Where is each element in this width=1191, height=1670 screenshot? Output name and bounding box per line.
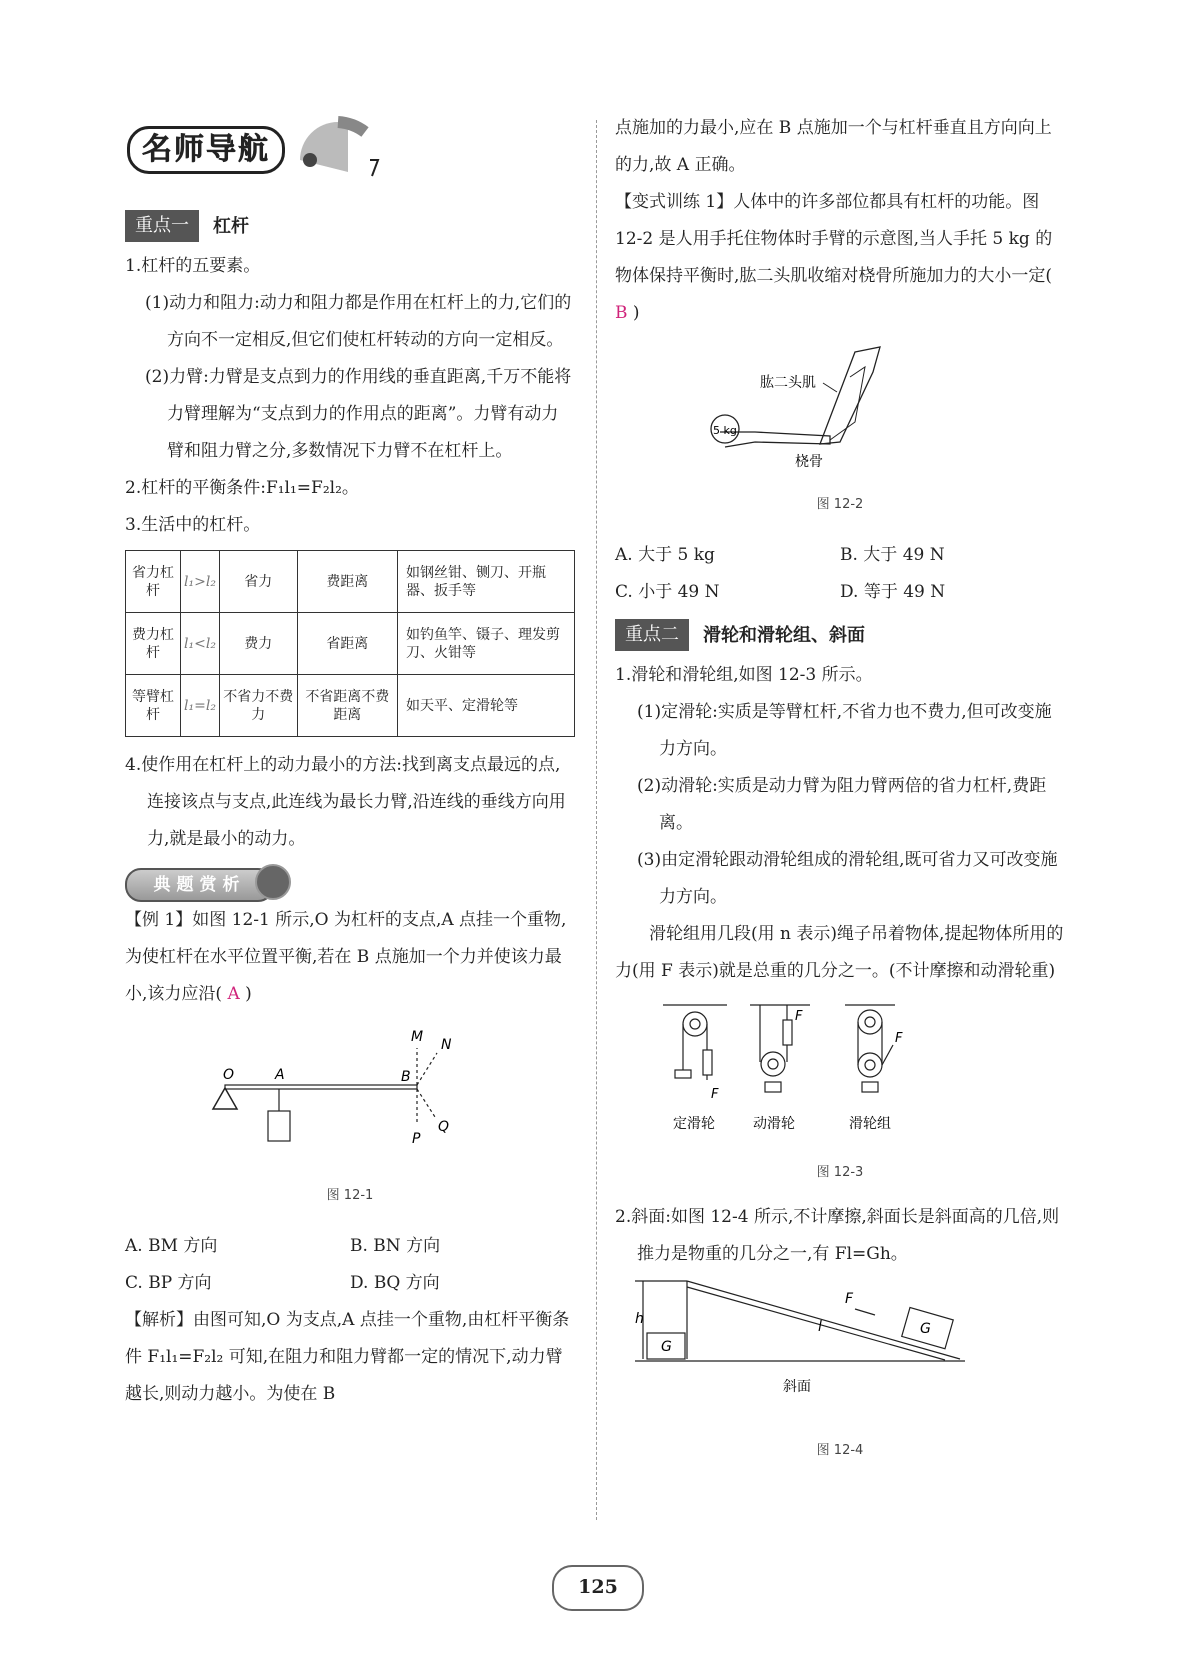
table-cell: 不省距离不费距离 <box>297 675 397 737</box>
paragraph: 4.使作用在杠杆上的动力最小的方法:找到离支点最远的点,连接该点与支点,此连线为最长力臂,沿连线的垂线方向用力,就是最小的动力。 <box>125 755 566 849</box>
key-point-title: 杠杆 <box>213 215 249 237</box>
question-text: 【例 1】如图 12-1 所示,O 为杠杆的支点,A 点挂一个重物,为使杠杆在水平位置平衡,若在 B 点施加一个力并使该力最小,该力应沿( <box>125 910 567 1004</box>
label-Q: Q <box>438 1119 450 1135</box>
question-text: 【变式训练 1】人体中的许多部位都具有杠杆的功能。图 12-2 是人用手托住物体时手臂的示意图,当人手托 5 kg 的物体保持平衡时,肱二头肌收缩对桡骨所施加力的大小一定( <box>615 192 1053 286</box>
paren: ) <box>245 984 252 1004</box>
table-cell: 省力 <box>219 551 297 613</box>
table-cell: 费力 <box>219 613 297 675</box>
paragraph: 滑轮组用几段(用 n 表示)绳子吊着物体,提起物体所用的力(用 F 表示)就是总重的几分之一。(不计摩擦和动滑轮重) <box>615 924 1064 981</box>
table-cell: 费力杠杆 <box>126 613 181 675</box>
label-movable-pulley: 动滑轮 <box>753 1116 795 1132</box>
paragraph: (2)力臂:力臂是支点到力的作用线的垂直距离,千万不能将力臂理解为“支点到力的作用点的距离”。力臂有动力臂和阻力臂之分,多数情况下力臂不在杠杆上。 <box>145 367 572 461</box>
paragraph: 1.滑轮和滑轮组,如图 12-3 所示。 <box>615 665 873 685</box>
example-banner-title: 典题赏析 <box>125 868 274 902</box>
table-cell: 如钓鱼竿、镊子、理发剪刀、火钳等 <box>398 613 575 675</box>
section-banner <box>125 110 575 180</box>
figure-12-2-arm <box>615 332 1065 472</box>
label-G: G <box>920 1321 931 1337</box>
figure-12-3-pulleys <box>615 990 1065 1140</box>
figure-12-1-lever <box>125 1013 575 1163</box>
label-G: G <box>661 1339 672 1355</box>
option: A. 大于 5 kg <box>615 545 715 565</box>
lever-table <box>125 550 575 737</box>
label-l: l <box>818 1319 822 1335</box>
paragraph: 2.斜面:如图 12-4 所示,不计摩擦,斜面长是斜面高的几倍,则推力是物重的几分之一,有 Fl=Gh。 <box>615 1207 1060 1264</box>
label-muscle: 肱二头肌 <box>760 375 816 391</box>
key-point-tag: 重点一 <box>125 210 199 242</box>
paragraph: 1.杠杆的五要素。 <box>125 256 261 276</box>
paragraph: (3)由定滑轮跟动滑轮组成的滑轮组,既可省力又可改变施力方向。 <box>637 850 1058 907</box>
label-F: F <box>711 1087 719 1102</box>
label-B: B <box>401 1069 411 1085</box>
options-row <box>125 1228 575 1265</box>
options-row <box>125 1265 575 1302</box>
table-row <box>126 551 575 613</box>
option: B. 大于 49 N <box>840 545 945 565</box>
paragraph: (2)动滑轮:实质是动力臂为阻力臂两倍的省力杠杆,费距离。 <box>637 776 1047 833</box>
variant-question <box>615 184 1065 332</box>
label-F: F <box>895 1031 903 1046</box>
banner-gauge-icon <box>270 110 530 180</box>
label-h: h <box>635 1311 644 1327</box>
magnifier-icon <box>255 864 291 900</box>
paragraph: 点施加的力最小,应在 B 点施加一个与杠杆垂直且方向向上的力,故 A 正确。 <box>615 118 1052 175</box>
banner-title: 名师导航 <box>127 126 285 174</box>
table-cell: l₁>l₂ <box>181 551 220 613</box>
table-cell: 省力杠杆 <box>126 551 181 613</box>
options-row <box>615 574 1065 611</box>
label-pulley-block: 滑轮组 <box>849 1116 891 1132</box>
paren: ) <box>632 303 640 323</box>
table-cell: 费距离 <box>297 551 397 613</box>
example-banner <box>125 862 575 902</box>
column-divider <box>596 120 597 1520</box>
figure-caption: 图 12-3 <box>816 1165 864 1180</box>
table-row <box>126 675 575 737</box>
label-F: F <box>795 1009 803 1024</box>
right-column <box>615 110 1065 1469</box>
label-N: N <box>441 1037 452 1053</box>
figure-caption: 图 12-1 <box>326 1188 374 1203</box>
label-O: O <box>223 1067 235 1083</box>
table-cell: 等臂杠杆 <box>126 675 181 737</box>
table-cell: 如天平、定滑轮等 <box>398 675 575 737</box>
analysis: 【解析】由图可知,O 为支点,A 点挂一个重物,由杠杆平衡条件 F₁l₁=F₂l₂ 可知,在阻力和阻力臂都一定的情况下,动力臂越长,则动力越小。为使在 B <box>125 1310 570 1404</box>
label-incline: 斜面 <box>783 1379 811 1395</box>
left-column <box>125 110 575 1413</box>
options-row <box>615 537 1065 574</box>
table-cell: 如钢丝钳、铡刀、开瓶器、扳手等 <box>398 551 575 613</box>
table-cell: l₁<l₂ <box>181 613 220 675</box>
option: A. BM 方向 <box>125 1236 218 1256</box>
key-point-title: 滑轮和滑轮组、斜面 <box>703 624 865 646</box>
table-cell: l₁=l₂ <box>181 675 220 737</box>
paragraph: (1)定滑轮:实质是等臂杠杆,不省力也不费力,但可改变施力方向。 <box>637 702 1052 759</box>
label-P: P <box>412 1131 421 1147</box>
option: D. BQ 方向 <box>350 1273 440 1293</box>
label-bone: 桡骨 <box>795 454 823 470</box>
label-M: M <box>411 1029 424 1045</box>
key-point-2-header <box>615 617 1065 653</box>
answer: A <box>227 984 240 1004</box>
paragraph: 2.杠杆的平衡条件:F₁l₁=F₂l₂。 <box>125 478 359 498</box>
paragraph: (1)动力和阻力:动力和阻力都是作用在杠杆上的力,它们的方向不一定相反,但它们使杠杆转动的方向一定相反。 <box>145 293 572 350</box>
key-point-1-header <box>125 208 575 244</box>
option: C. 小于 49 N <box>615 582 720 602</box>
label-F: F <box>845 1291 854 1307</box>
label-mass: 5 kg <box>713 424 737 437</box>
figure-caption: 图 12-2 <box>816 497 864 512</box>
option: C. BP 方向 <box>125 1273 212 1293</box>
figure-caption: 图 12-4 <box>816 1443 864 1458</box>
option: D. 等于 49 N <box>840 582 946 602</box>
table-cell: 省距离 <box>297 613 397 675</box>
example-question <box>125 902 575 1013</box>
answer: B <box>615 303 628 323</box>
option: B. BN 方向 <box>350 1236 441 1256</box>
key-point-tag: 重点二 <box>615 619 689 651</box>
table-row <box>126 613 575 675</box>
page-number: 125 <box>552 1565 644 1611</box>
label-A: A <box>275 1067 285 1083</box>
paragraph: 3.生活中的杠杆。 <box>125 515 261 535</box>
label-fixed-pulley: 定滑轮 <box>673 1116 715 1132</box>
figure-12-4-incline <box>615 1273 1065 1418</box>
table-cell: 不省力不费力 <box>219 675 297 737</box>
